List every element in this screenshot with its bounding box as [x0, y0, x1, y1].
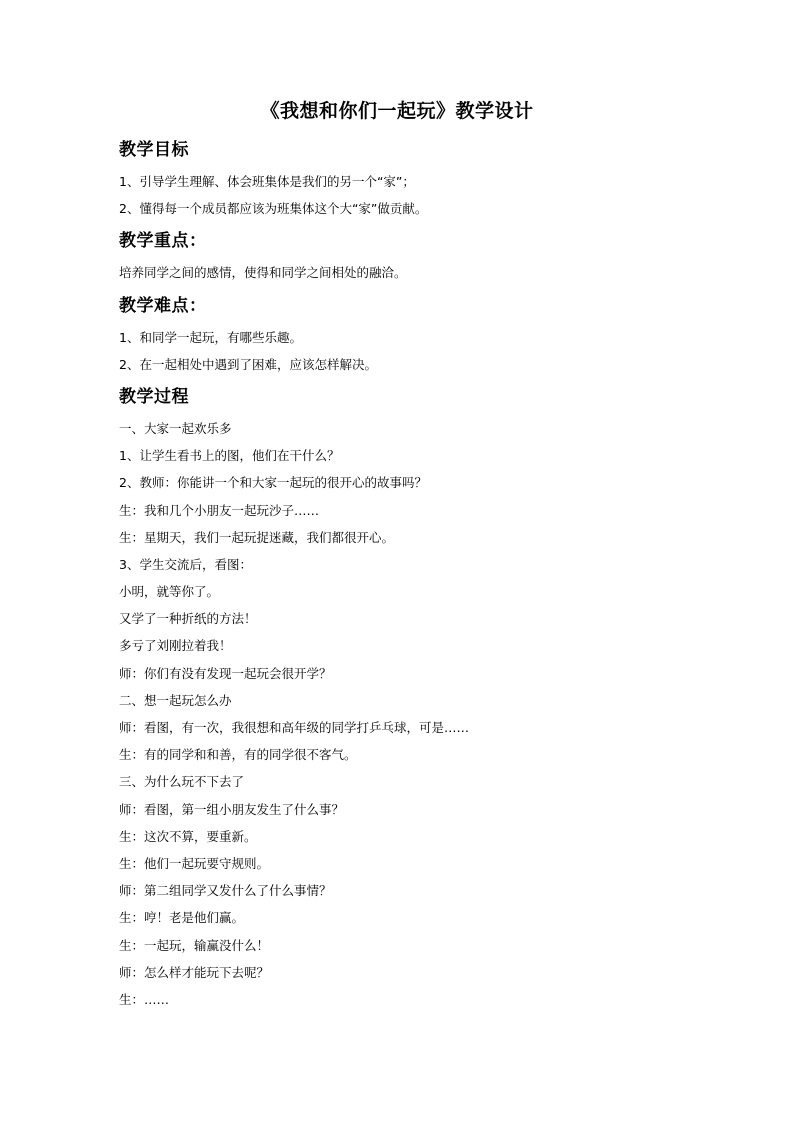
process-line: 师：怎么样才能玩下去呢？ [119, 964, 270, 980]
process-line: 2、教师：你能讲一个和大家一起玩的很开心的故事吗？ [119, 475, 427, 491]
section-goals [119, 136, 679, 222]
process-line: 师：第二组同学又发什么了什么事情？ [119, 883, 332, 899]
process-line: 生：…… [119, 991, 170, 1007]
process-line: 3、学生交流后，看图： [119, 556, 252, 572]
process-line: 小明，就等你了。 [119, 584, 220, 600]
goal-line: 1、引导学生理解、体会班集体是我们的另一个“家”； [119, 174, 415, 189]
goal-line: 2、懂得每一个成员都应该为班集体这个大“家”做贡献。 [119, 201, 428, 217]
difficulty-line: 1、和同学一起玩，有哪些乐趣。 [119, 329, 302, 345]
process-line: 师：看图，第一组小朋友发生了什么事？ [119, 801, 345, 817]
section-heading-difficulties: 教学难点： [119, 295, 207, 316]
document-body [119, 136, 679, 1013]
process-line: 生：有的同学和和善，有的同学很不客气。 [119, 747, 357, 763]
process-line: 二、想一起玩怎么办 [119, 692, 232, 708]
section-heading-goals: 教学目标 [119, 140, 189, 160]
process-line: 又学了一种折纸的方法！ [119, 611, 257, 627]
section-process [119, 383, 679, 1013]
process-line: 生：我和几个小朋友一起玩沙子…… [119, 502, 320, 518]
process-line: 生：他们一起玩要守规则。 [119, 855, 270, 871]
process-line: 多亏了刘刚拉着我！ [119, 638, 232, 654]
process-line: 1、让学生看书上的图，他们在干什么？ [119, 448, 340, 464]
section-heading-key-points: 教学重点： [119, 231, 207, 252]
process-line: 生：这次不算，要重新。 [119, 828, 257, 844]
process-line: 一、大家一起欢乐多 [119, 420, 232, 436]
process-line: 三、为什么玩不下去了 [119, 774, 245, 790]
key-point-line: 培养同学之间的感情，使得和同学之间相处的融洽。 [119, 265, 407, 281]
process-line: 生：哼！老是他们赢。 [119, 910, 245, 926]
section-difficulties [119, 292, 679, 378]
document-title: 《我想和你们一起玩》教学设计 [260, 100, 534, 122]
process-line: 生：一起玩，输赢没什么！ [119, 937, 270, 953]
difficulty-line: 2、在一起相处中遇到了困难，应该怎样解决。 [119, 356, 377, 372]
process-line: 师：看图，有一次，我很想和高年级的同学打乒乓球，可是…… [119, 720, 470, 735]
process-line: 生：星期天，我们一起玩捉迷藏，我们都很开心。 [119, 529, 395, 545]
section-heading-process: 教学过程 [119, 386, 189, 407]
process-line: 师：你们有没有发现一起玩会很开学？ [119, 665, 332, 681]
section-key-points [119, 227, 679, 286]
